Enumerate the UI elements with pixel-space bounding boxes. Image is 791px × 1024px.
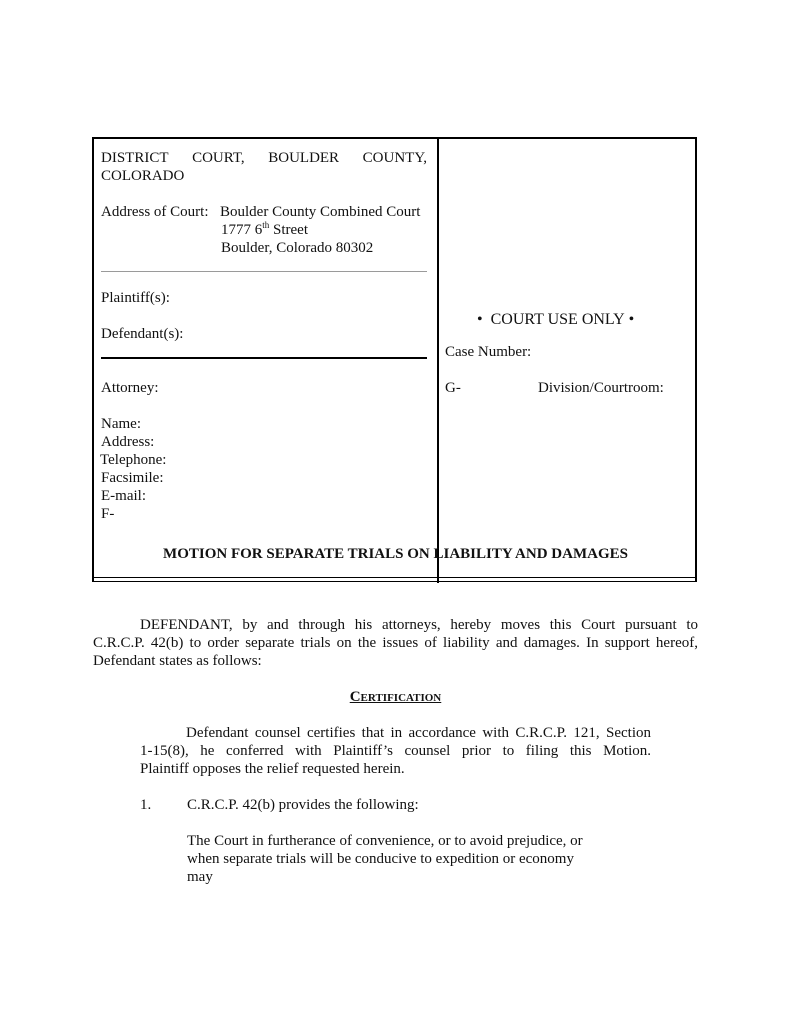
caption-center-divider <box>437 137 439 583</box>
address-line-3: Boulder, Colorado 80302 <box>221 240 374 256</box>
email-label: E-mail: <box>101 488 146 504</box>
caption-thick-rule <box>101 357 427 359</box>
rule-quote <box>187 832 627 886</box>
f-number-label: F- <box>101 506 115 522</box>
address-field-label: Address: <box>101 434 155 450</box>
caption-left-border <box>92 137 94 581</box>
attorney-label: Attorney: <box>101 380 159 396</box>
intro-line-1: DEFENDANT, by and through his attorneys, hereby moves this Court pursuant to <box>140 617 698 633</box>
address-street-ordinal: th <box>262 220 270 230</box>
plaintiffs-label: Plaintiff(s): <box>101 290 170 306</box>
caption-bottom-border <box>92 577 697 578</box>
court-use-only-line <box>477 311 634 329</box>
telephone-label: Telephone: <box>100 452 167 468</box>
item-1-text: C.R.C.P. 42(b) provides the following: <box>187 797 419 813</box>
case-prefix: G- <box>445 380 461 396</box>
division-courtroom-label: Division/Courtroom: <box>538 380 664 396</box>
bullet-icon: • <box>477 311 483 328</box>
bullet-icon: • <box>628 311 635 328</box>
court-name-line <box>101 149 427 167</box>
intro-paragraph <box>93 616 698 670</box>
item-1-number: 1. <box>140 797 152 813</box>
certification-paragraph <box>140 724 651 778</box>
address-line-2 <box>221 221 308 239</box>
quote-line-1: The Court in furtherance of convenience, or to avoid prejudice, or <box>187 833 583 849</box>
defendants-label: Defendant(s): <box>101 326 184 342</box>
court-use-only-label: COURT USE ONLY <box>490 311 625 328</box>
cert-line-3: Plaintiff opposes the relief requested herein. <box>140 761 405 777</box>
court-word-2: COURT, <box>192 150 245 166</box>
address-street-name: Street <box>269 222 309 238</box>
quote-line-3: may <box>187 869 213 885</box>
address-line-1: Boulder County Combined Court <box>220 204 421 220</box>
address-label: Address of Court: <box>101 204 209 220</box>
cert-line-2: 1-15(8), he conferred with Plaintiff’s counsel prior to filing this Motion. <box>140 743 651 759</box>
caption-right-border <box>695 137 697 581</box>
certification-heading: Certification <box>349 689 442 705</box>
court-word-4: COUNTY, <box>362 150 427 166</box>
caption-thin-rule <box>101 271 427 272</box>
motion-title: MOTION FOR SEPARATE TRIALS ON LIABILITY AND DAMAGES <box>163 546 628 562</box>
court-word-3: BOULDER <box>268 150 340 166</box>
quote-line-2: when separate trials will be conducive to expedition or economy <box>187 851 574 867</box>
cert-line-1: Defendant counsel certifies that in accordance with C.R.C.P. 121, Section <box>186 725 651 741</box>
intro-line-2: C.R.C.P. 42(b) to order separate trials on the issues of liability and damages. In support hereof, <box>93 635 698 651</box>
caption-bottom-border-double <box>92 581 697 582</box>
case-number-label: Case Number: <box>445 344 532 360</box>
facsimile-label: Facsimile: <box>101 470 164 486</box>
address-street-number: 1777 6 <box>221 222 263 238</box>
name-label: Name: <box>101 416 141 432</box>
intro-line-3: Defendant states as follows: <box>93 653 262 669</box>
court-state: COLORADO <box>101 168 185 184</box>
caption-top-border <box>92 137 697 139</box>
court-word-1: DISTRICT <box>101 150 169 166</box>
